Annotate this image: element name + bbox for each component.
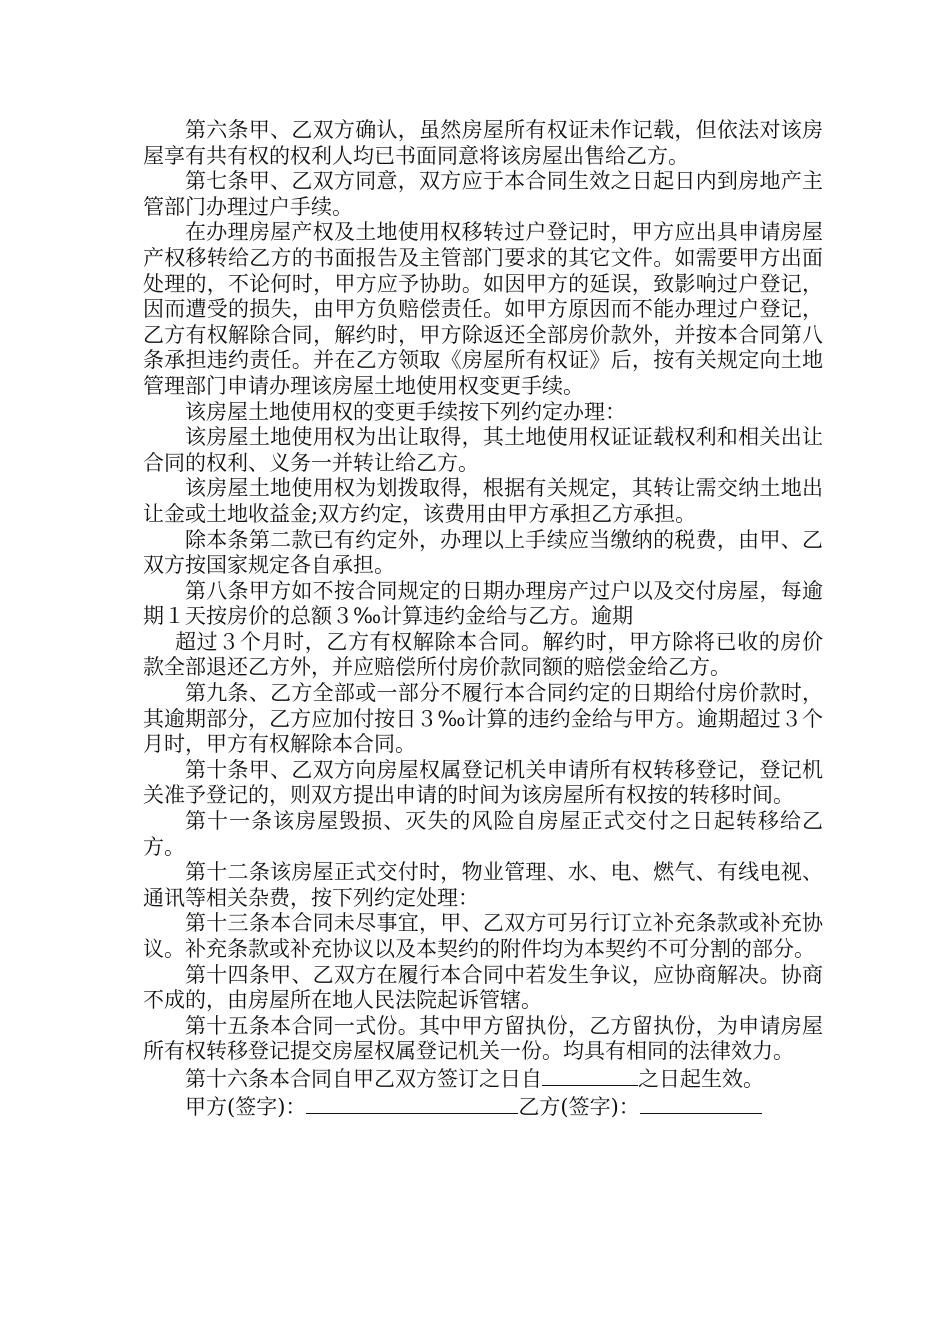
clause-13: 第十三条本合同未尽事宜，甲、乙双方可另行订立补充条款或补充协议。补充条款或补充协议以及本契约的附件均为本契约不可分割的部分。 <box>143 911 823 961</box>
clause-16-text-after: 之日起生效。 <box>638 1066 764 1091</box>
clause-15: 第十五条本合同一式份。其中甲方留执份，乙方留执份，为申请房屋所有权转移登记提交房屋权属登记机关一份。均具有相同的法律效力。 <box>143 1013 823 1064</box>
clause-8-continued: 超过３个月时，乙方有权解除本合同。解约时，甲方除将已收的房价款全部退还乙方外，并应赔偿所付房价款同额的赔偿金给乙方。 <box>143 629 823 680</box>
clause-8: 第八条甲方如不按合同规定的日期办理房产过户以及交付房屋，每逾期１天按房价的总额３‰计算违约金给与乙方。逾期 <box>143 578 823 629</box>
clause-7-land-use-intro: 该房屋土地使用权的变更手续按下列约定办理： <box>185 399 626 424</box>
clause-10: 第十条甲、乙双方向房屋权属登记机关申请所有权转移登记，登记机关准予登记的，则双方提出申请的时间为该房屋所有权按的转移时间。 <box>143 757 823 808</box>
clause-7-land-use-allocated: 该房屋土地使用权为划拨取得，根据有关规定，其转让需交纳土地出让金或土地收益金;双方约定，该费用由甲方承担乙方承担。 <box>143 476 823 526</box>
clause-6: 第六条甲、乙双方确认，虽然房屋所有权证未作记载，但依法对该房屋享有共有权的权利人均已书面同意将该房屋出售给乙方。 <box>143 118 823 168</box>
clause-7: 第七条甲、乙双方同意，双方应于本合同生效之日起日内到房地产主管部门办理过户手续。 <box>143 169 823 219</box>
clause-7-taxes: 除本条第二款已有约定外，办理以上手续应当缴纳的税费，由甲、乙双方按国家规定各自承担。 <box>143 527 823 578</box>
party-a-signature-label: 甲方(签字)： <box>185 1094 307 1119</box>
signature-line <box>143 1093 823 1121</box>
clause-11: 第十一条该房屋毁损、灭失的风险自房屋正式交付之日起转移给乙方。 <box>143 809 823 859</box>
effective-date-blank[interactable] <box>542 1065 638 1086</box>
clause-9: 第九条、乙方全部或一部分不履行本合同约定的日期给付房价款时，其逾期部分，乙方应加付按日３‰计算的违约金给与甲方。逾期超过３个月时，甲方有权解除本合同。 <box>143 681 823 757</box>
party-b-signature-label: 乙方(签字)： <box>518 1094 640 1119</box>
clause-14: 第十四条甲、乙双方在履行本合同中若发生争议，应协商解决。协商不成的，由房屋所在地人民法院起诉管辖。 <box>143 962 823 1013</box>
clause-7-transfer-registration: 在办理房屋产权及土地使用权移转过户登记时，甲方应出具申请房屋产权移转给乙方的书面报告及主管部门要求的其它文件。如需要甲方出面处理的，不论何时，甲方应予协助。如因甲方的延误，致影响过户登记，因而遭受的损失，由甲方负赔偿责任。如甲方原因而不能办理过户登记，乙方有权解除合同，解约时，甲方除返还全部房价款外，并按本合同第八条承担违约责任。并在乙方领取《房屋所有权证》后，按有关规定向土地管理部门申请办理该房屋土地使用权变更手续。 <box>143 220 823 398</box>
clause-7-land-use-granted: 该房屋土地使用权为出让取得，其土地使用权证证载权利和相关出让合同的权利、义务一并转让给乙方。 <box>143 425 823 475</box>
contract-page <box>143 118 823 1120</box>
clause-16-text-before: 第十六条本合同自甲乙双方签订之日自 <box>185 1066 542 1091</box>
party-b-signature-blank[interactable] <box>640 1093 762 1114</box>
party-a-signature-blank[interactable] <box>306 1093 518 1114</box>
clause-12: 第十二条该房屋正式交付时，物业管理、水、电、燃气、有线电视、通讯等相关杂费，按下列约定处理： <box>143 860 823 910</box>
clause-16 <box>143 1065 823 1093</box>
